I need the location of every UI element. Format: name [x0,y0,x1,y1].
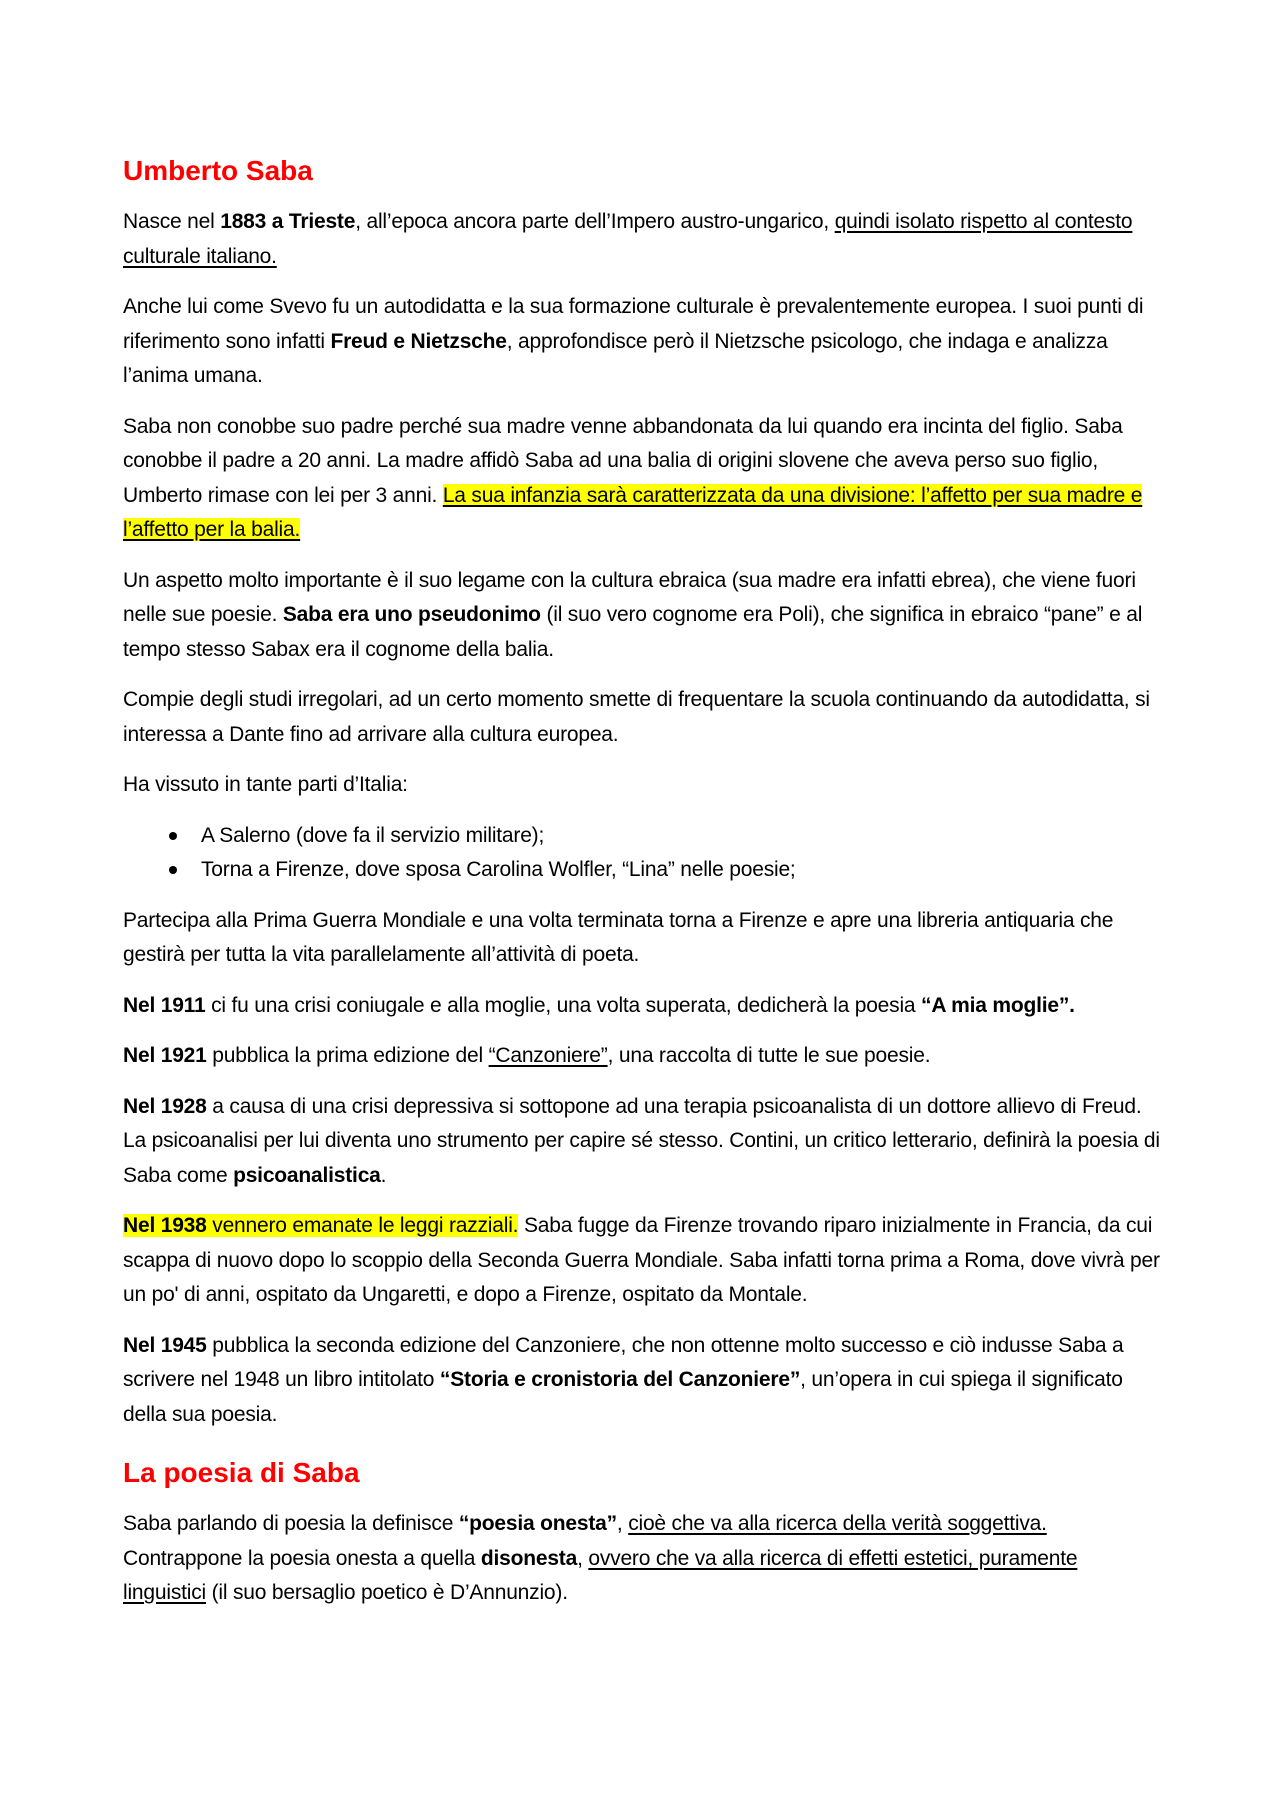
paragraph-war: Partecipa alla Prima Guerra Mondiale e una volta terminata torna a Firenze e apre una libreria antiquaria che gestirà per tutta la vita parallelamente all’attività di poeta. [123,908,1114,966]
paragraph-1911: Nel 1911 ci fu una crisi coniugale e alla moglie, una volta superata, dedicherà la poesia “A mia moglie”. [123,993,1075,1017]
document-content [123,152,1163,1627]
section-heading: La poesia di Saba [123,1457,360,1488]
paragraph-1921: Nel 1921 pubblica la prima edizione del “Canzoniere”, una raccolta di tutte le sue poesie. [123,1044,931,1067]
page-title: Umberto Saba [123,155,313,186]
bullet-icon [169,866,177,874]
places-list [123,819,1163,888]
paragraph-childhood: Saba non conobbe suo padre perché sua madre venne abbandonata da lui quando era incinta del figlio. Saba conobbe il padre a 20 anni. La madre affidò Saba ad una balia di origini slovene che aveva perso suo figlio, Umberto rimase con lei per 3 anni. La sua infanzia sarà caratterizzata da una divisione: l’affetto per sua madre e l’affetto per la balia. [123,414,1143,541]
highlighted-text: La sua infanzia sarà caratterizzata da una divisione: l’affetto per sua madre e l’affetto per la balia. [123,483,1143,541]
paragraph-1945: Nel 1945 pubblica la seconda edizione del Canzoniere, che non ottenne molto successo e ciò indusse Saba a scrivere nel 1948 un libro intitolato “Storia e cronistoria del Canzoniere”, un’opera in cui spiega il significato della sua poesia. [123,1333,1124,1426]
paragraph-birth: Nasce nel 1883 a Trieste, all’epoca ancora parte dell’Impero austro-ungarico, quindi isolato rispetto al contesto culturale italiano. [123,210,1133,268]
highlighted-text: vennero emanate le leggi razziali. [206,1214,519,1237]
paragraph-1928: Nel 1928 a causa di una crisi depressiva si sottopone ad una terapia psicoanalista di un dottore allievo di Freud. La psicoanalisi per lui diventa uno strumento per capire sé stesso. Contini, un critico letterario, definirà la poesia di Saba come psicoanalistica. [123,1094,1160,1187]
bullet-icon [169,832,177,840]
paragraph-1938: Nel 1938 vennero emanate le leggi razziali. Saba fugge da Firenze trovando riparo inizialmente in Francia, da cui scappa di nuovo dopo lo scoppio della Seconda Guerra Mondiale. Saba infatti torna prima a Roma, dove vivrà per un po' di anni, ospitato da Ungaretti, e dopo a Firenze, ospitato da Montale. [123,1214,1160,1306]
paragraph-education: Anche lui come Svevo fu un autodidatta e la sua formazione culturale è prevalentemente europea. I suoi punti di riferimento sono infatti Freud e Nietzsche, approfondisce però il Nietzsche psicologo, che indaga e analizza l’anima umana. [123,295,1144,387]
list-item: Torna a Firenze, dove sposa Carolina Wolfler, “Lina” nelle poesie; [123,853,1163,888]
highlighted-text: Nel 1938 [123,1214,207,1237]
paragraph-poetry: Saba parlando di poesia la definisce “poesia onesta”, cioè che va alla ricerca della verità soggettiva. Contrappone la poesia onesta a quella disonesta, ovvero che va alla ricerca di effetti estetici, puramente linguistici (il suo bersaglio poetico è D’Annunzio). [123,1512,1078,1604]
paragraph-studies: Compie degli studi irregolari, ad un certo momento smette di frequentare la scuola continuando da autodidatta, si interessa a Dante fino ad arrivare alla cultura europea. [123,688,1150,746]
paragraph-places: Ha vissuto in tante parti d’Italia: [123,773,408,796]
paragraph-jewish-culture: Un aspetto molto importante è il suo legame con la cultura ebraica (sua madre era infatti ebrea), che viene fuori nelle sue poesie. Saba era uno pseudonimo (il suo vero cognome era Poli), che significa in ebraico “pane” e al tempo stesso Sabax era il cognome della balia. [123,568,1143,661]
list-item: A Salerno (dove fa il servizio militare); [123,819,1163,854]
